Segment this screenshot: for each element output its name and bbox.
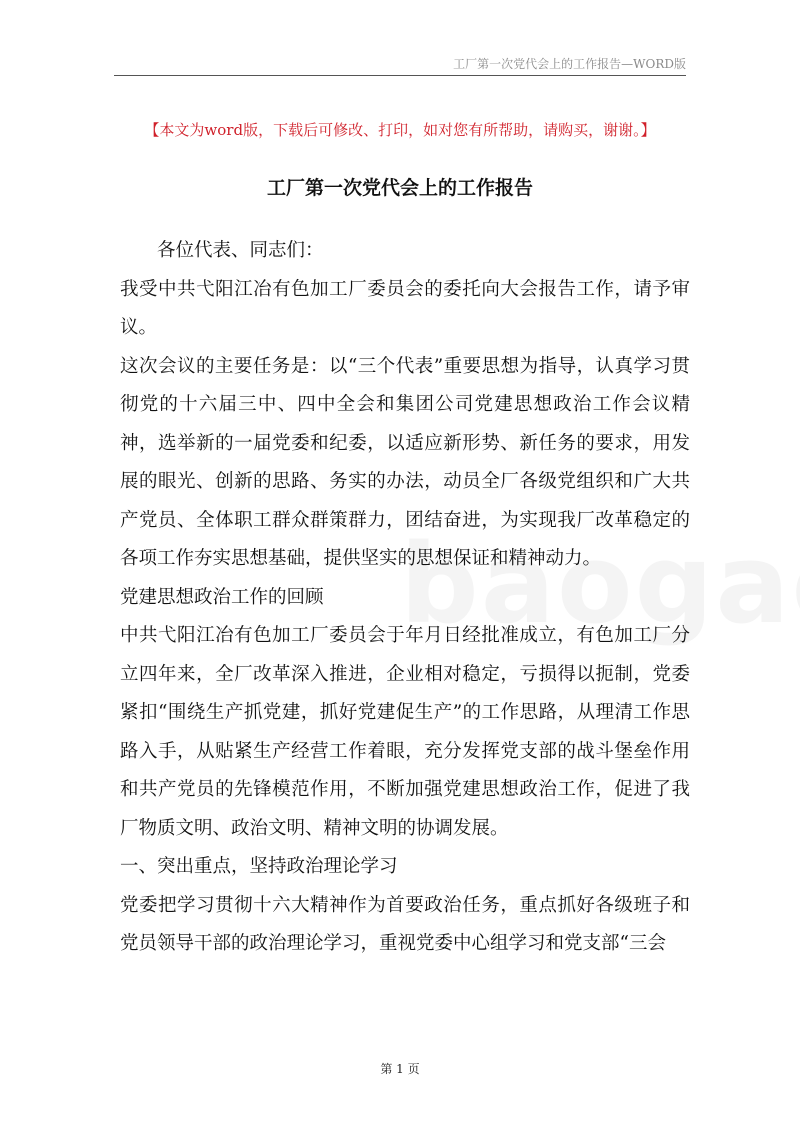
section-heading: 一、突出重点，坚持政治理论学习 xyxy=(120,856,398,877)
page-number: 第 1 页 xyxy=(380,1062,420,1076)
paragraph: 我受中共弋阳江冶有色加工厂委员会的委托向大会报告工作，请予审议。 xyxy=(120,278,690,338)
document-title: 工厂第一次党代会上的工作报告 xyxy=(266,177,533,199)
running-header: 工厂第一次党代会上的工作报告—WORD版 xyxy=(453,57,686,71)
paragraph: 这次会议的主要任务是：以“三个代表”重要思想为指导，认真学习贯彻党的十六届三中、四中全会和集团公司党建思想政治工作会议精神，选举新的一届党委和纪委，以适应新形势、新任务的要求，用发展的眼光、创新的思路、务实的办法，动员全厂各级党组织和广大共产党员、全体职工群众群策群力，团结奋进，为实现我厂改革稳定的各项工作夯实思想基础，提供坚实的思想保证和精神动力。 xyxy=(120,355,690,569)
header-divider xyxy=(114,75,686,76)
section-heading: 党建思想政治工作的回顾 xyxy=(120,586,324,608)
download-notice: 【本文为word版，下载后可修改、打印，如对您有所帮助，请购买，谢谢。】 xyxy=(144,121,656,139)
document-body xyxy=(120,232,690,964)
paragraph: 中共弋阳江冶有色加工厂委员会于年月日经批准成立，有色加工厂分立四年来，全厂改革深入推进，企业相对稳定，亏损得以扼制，党委紧扣“围绕生产抓党建，抓好党建促生产”的工作思路，从理清工作思路入手，从贴紧生产经营工作着眼，充分发挥党支部的战斗堡垒作用和共产党员的先锋模范作用，不断加强党建思想政治工作，促进了我厂物质文明、政治文明、精神文明的协调发展。 xyxy=(120,625,690,839)
salutation: 各位代表、同志们： xyxy=(157,240,324,261)
paragraph: 党委把学习贯彻十六大精神作为首要政治任务，重点抓好各级班子和党员领导干部的政治理论学习，重视党委中心组学习和党支部“三会 xyxy=(120,894,690,954)
